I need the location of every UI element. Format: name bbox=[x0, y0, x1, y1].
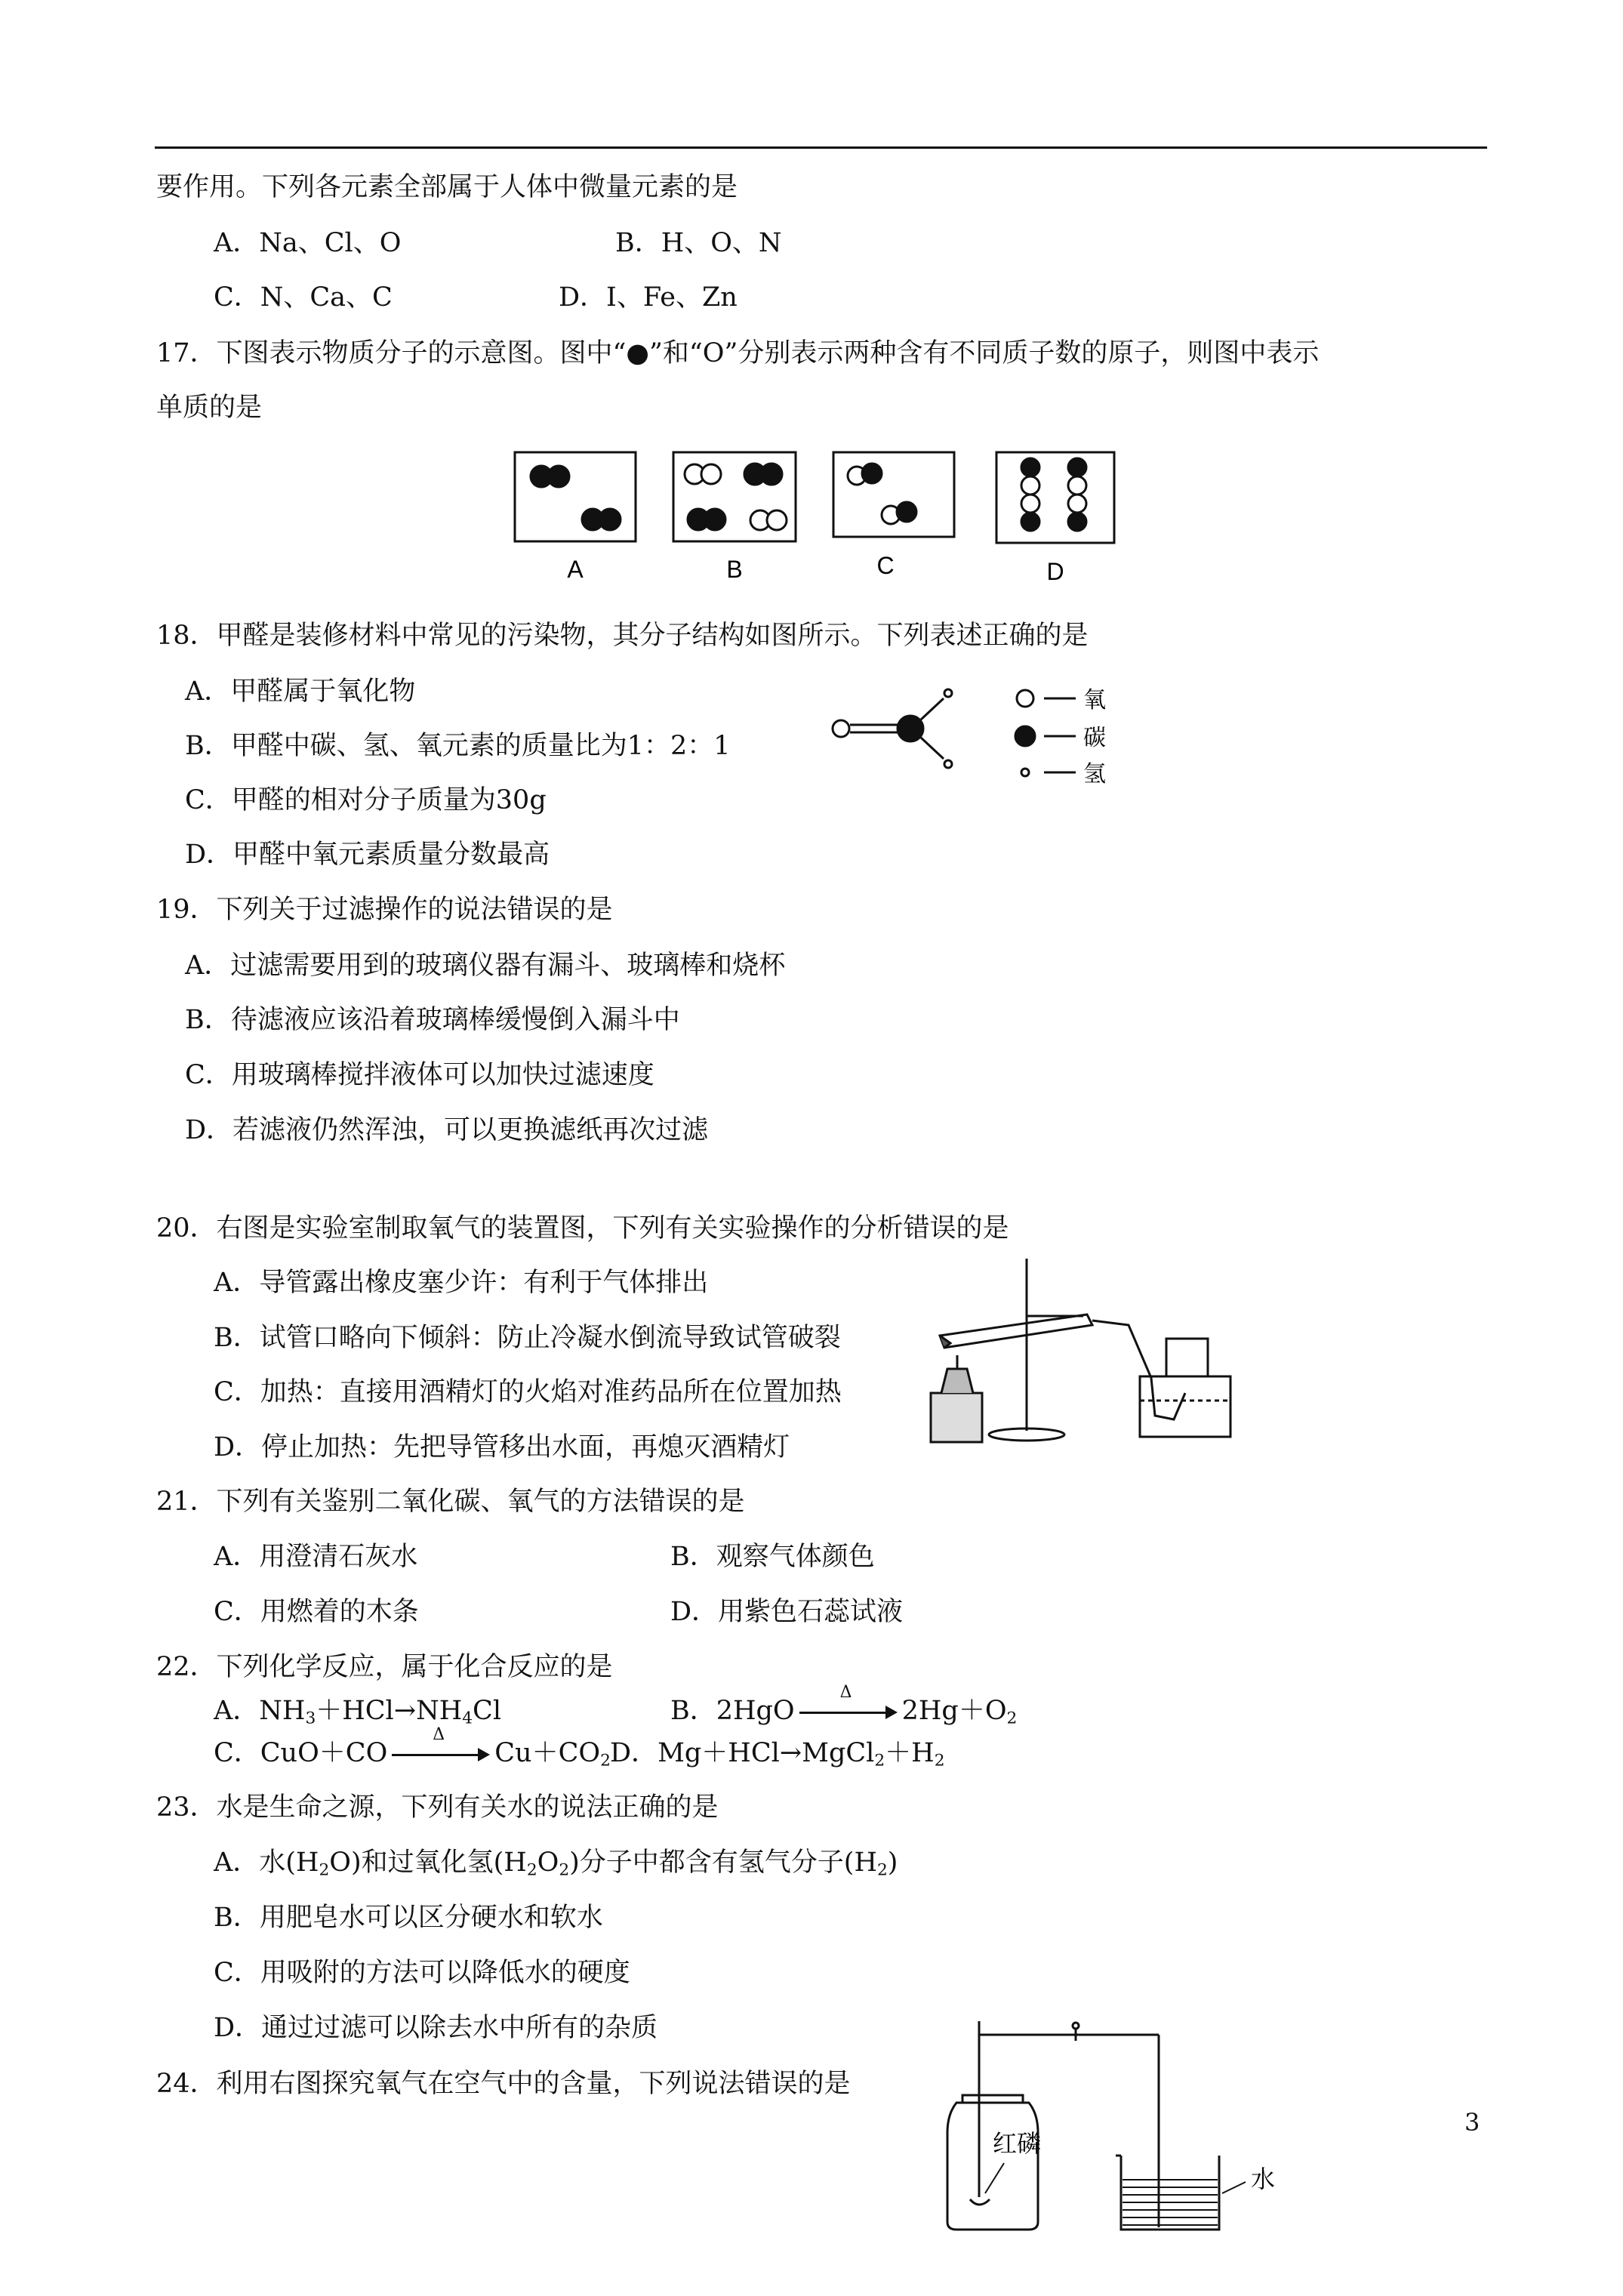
q17-molecule-diagram bbox=[506, 442, 1125, 589]
q16-option-b: B．H、O、N bbox=[615, 228, 782, 258]
legend-oxygen: 氧 bbox=[1083, 687, 1106, 713]
q20-option-a: A．导管露出橡皮塞少许：有利于气体排出 bbox=[214, 1268, 709, 1298]
q19-option-b: B．待滤液应该沿着玻璃棒缓慢倒入漏斗中 bbox=[185, 1005, 680, 1035]
q18-option-b: B．甲醛中碳、氢、氧元素的质量比为1：2：1 bbox=[185, 731, 731, 761]
label-c: C bbox=[876, 552, 895, 579]
legend-carbon: 碳 bbox=[1083, 725, 1106, 751]
q17-stem-cont: 单质的是 bbox=[156, 393, 263, 423]
q22-option-a: A．$NH_3+HCl\to NH_4Cl$ bbox=[214, 1696, 502, 1728]
q16-option-a: A．Na、Cl、O bbox=[214, 228, 402, 258]
heat-arrow: Δ bbox=[392, 1746, 490, 1761]
q18-option-d: D．甲醛中氧元素质量分数最高 bbox=[185, 840, 550, 870]
q23-option-d: D．通过过滤可以除去水中所有的杂质 bbox=[214, 2013, 658, 2043]
q18-option-a: A．甲醛属于氧化物 bbox=[185, 676, 416, 707]
header-rule bbox=[155, 146, 1487, 149]
label-a: A bbox=[567, 556, 584, 583]
q18-option-c: C．甲醛的相对分子质量为30g bbox=[185, 785, 547, 815]
q20-option-d: D．停止加热：先把导管移出水面，再熄灭酒精灯 bbox=[214, 1432, 790, 1462]
q17-stem: 17．下图表示物质分子的示意图。图中“●”和“O”分别表示两种含有不同质子数的原子，则图中表示 bbox=[156, 338, 1320, 368]
formaldehyde-structure bbox=[823, 676, 1140, 797]
q23-stem: 23．水是生命之源，下列有关水的说法正确的是 bbox=[156, 1792, 719, 1823]
q20-option-b: B．试管口略向下倾斜：防止冷凝水倒流导致试管破裂 bbox=[214, 1323, 841, 1353]
molecule-box-c bbox=[833, 452, 954, 537]
q16-stem: 要作用。下列各元素全部属于人体中微量元素的是 bbox=[156, 172, 738, 202]
molecule-box-d bbox=[996, 452, 1114, 543]
heat-arrow: Δ bbox=[799, 1704, 898, 1719]
q22-option-c: C．CuO＋CO Δ $Cu+CO_2$ bbox=[214, 1725, 611, 1771]
q23-option-b: B．用肥皂水可以区分硬水和软水 bbox=[214, 1903, 603, 1933]
q23-option-c: C．用吸附的方法可以降低水的硬度 bbox=[214, 1958, 630, 1988]
q19-stem: 19．下列关于过滤操作的说法错误的是 bbox=[156, 895, 613, 925]
q24-stem: 24．利用右图探究氧气在空气中的含量，下列说法错误的是 bbox=[156, 2069, 851, 2099]
label-red-phosphorus: 红磷 bbox=[993, 2129, 1042, 2158]
page-number: 3 bbox=[1464, 2108, 1480, 2137]
q19-option-d: D．若滤液仍然浑浊，可以更换滤纸再次过滤 bbox=[185, 1115, 709, 1145]
q23-option-a: A．水$(H_2O)$和过氧化氢$(H_2O_2)$分子中都含有氢气分子$(H_2)$ bbox=[214, 1848, 898, 1880]
q22-stem: 22．下列化学反应，属于化合反应的是 bbox=[156, 1652, 613, 1682]
q20-stem: 20．右图是实验室制取氧气的装置图，下列有关实验操作的分析错误的是 bbox=[156, 1213, 1009, 1244]
molecule-box-a bbox=[515, 452, 636, 541]
q16-option-d: D．I、Fe、Zn bbox=[559, 282, 738, 313]
q21-option-c: C．用燃着的木条 bbox=[214, 1597, 419, 1627]
label-d: D bbox=[1046, 558, 1064, 585]
q21-option-a: A．用澄清石灰水 bbox=[214, 1542, 418, 1572]
q19-option-a: A．过滤需要用到的玻璃仪器有漏斗、玻璃棒和烧杯 bbox=[185, 951, 786, 981]
label-b: B bbox=[726, 556, 743, 583]
q20-option-c: C．加热：直接用酒精灯的火焰对准药品所在位置加热 bbox=[214, 1377, 842, 1407]
oxygen-content-apparatus bbox=[940, 2012, 1280, 2235]
q22-option-d: D．$Mg+HCl\to MgCl_2+H_2$ bbox=[610, 1738, 945, 1771]
oxygen-apparatus-diagram bbox=[925, 1250, 1234, 1446]
q18-stem: 18．甲醛是装修材料中常见的污染物，其分子结构如图所示。下列表述正确的是 bbox=[156, 621, 1089, 651]
q19-option-c: C．用玻璃棒搅拌液体可以加快过滤速度 bbox=[185, 1060, 654, 1090]
q21-option-d: D．用紫色石蕊试液 bbox=[670, 1597, 904, 1627]
molecule-box-b bbox=[673, 452, 796, 541]
q21-option-b: B．观察气体颜色 bbox=[670, 1542, 875, 1572]
q16-option-c: C．N、Ca、C bbox=[214, 282, 393, 313]
label-water: 水 bbox=[1251, 2165, 1276, 2193]
structure-legend bbox=[1015, 690, 1076, 776]
q21-stem: 21．下列有关鉴别二氧化碳、氧气的方法错误的是 bbox=[156, 1487, 745, 1517]
legend-hydrogen: 氢 bbox=[1083, 761, 1106, 787]
q22-option-b: B．2HgO Δ $2Hg+O_2$ bbox=[670, 1683, 1018, 1728]
